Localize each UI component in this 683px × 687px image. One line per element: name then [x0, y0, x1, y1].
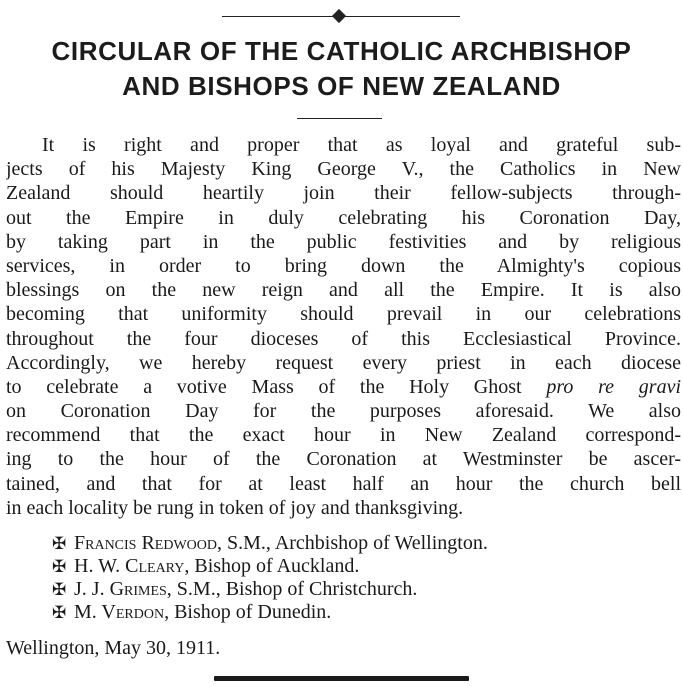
signatory [52, 601, 677, 624]
bottom-rule [214, 676, 469, 681]
signatory-title: , Bishop of Dunedin. [164, 601, 332, 623]
body-line: in each locality be rung in token of joy and thanksgiving. [6, 496, 464, 519]
signatory [52, 532, 677, 555]
body-line: It is right and proper that as loyal and grateful sub- [42, 134, 681, 156]
body-line: becoming that uniformity should prevail in our celebrations [6, 303, 681, 326]
cross-pattee-icon: ✠ [52, 557, 67, 576]
body-line: Zealand should heartily join their fellow-subjects through- [6, 182, 681, 205]
body-line: on Coronation Day for the purposes aforesaid. We also [6, 400, 681, 423]
signatory [52, 555, 677, 578]
signatory-name: Francis Redwood [74, 532, 218, 554]
signatory [52, 578, 677, 601]
cross-pattee-icon: ✠ [52, 580, 67, 599]
signatory-title: , S.M., Bishop of Christchurch. [166, 578, 418, 600]
body-line-text: to celebrate a votive Mass of the Holy Ghost [6, 375, 522, 398]
dateline: Wellington, May 30, 1911. [6, 637, 221, 659]
body-line: jects of his Majesty King George V., the Catholics in New [6, 158, 681, 181]
body-line: recommend that the exact hour in New Zealand correspond- [6, 424, 681, 447]
title-line-2: AND BISHOPS OF NEW ZEALAND [122, 71, 561, 101]
latin-phrase: pro re gravi [546, 375, 681, 398]
title-divider [297, 118, 382, 119]
signatory-title: , Bishop of Auckland. [184, 555, 360, 577]
body-line: ing to the hour of the Coronation at Westminster be ascer- [6, 448, 681, 471]
circular-body [6, 133, 681, 520]
circular-title [0, 34, 683, 104]
body-line-with-latin [6, 375, 681, 399]
cross-pattee-icon: ✠ [52, 534, 67, 553]
signatories-list [52, 532, 677, 624]
cross-pattee-icon: ✠ [52, 603, 67, 622]
signatory-name: H. W. Cleary [74, 555, 185, 577]
body-line: by taking part in the public festivities and by religious [6, 230, 681, 253]
body-line: out the Empire in duly celebrating his Coronation Day, [6, 206, 681, 229]
title-line-1: CIRCULAR OF THE CATHOLIC ARCHBISHOP [51, 36, 632, 66]
signatory-name: M. Verdon [74, 601, 165, 623]
body-line: Accordingly, we hereby request every priest in each diocese [6, 351, 681, 374]
body-line: throughout the four dioceses of this Ecclesiastical Province. [6, 327, 681, 350]
body-line: blessings on the new reign and all the Empire. It is also [6, 279, 681, 302]
signatory-name: J. J. Grimes [74, 578, 167, 600]
signatory-title: , S.M., Archbishop of Wellington. [217, 532, 488, 554]
body-line: tained, and that for at least half an hour the church bell [6, 472, 681, 495]
body-line: services, in order to bring down the Almighty's copious [6, 254, 681, 277]
diamond-ornament-icon [332, 9, 346, 23]
